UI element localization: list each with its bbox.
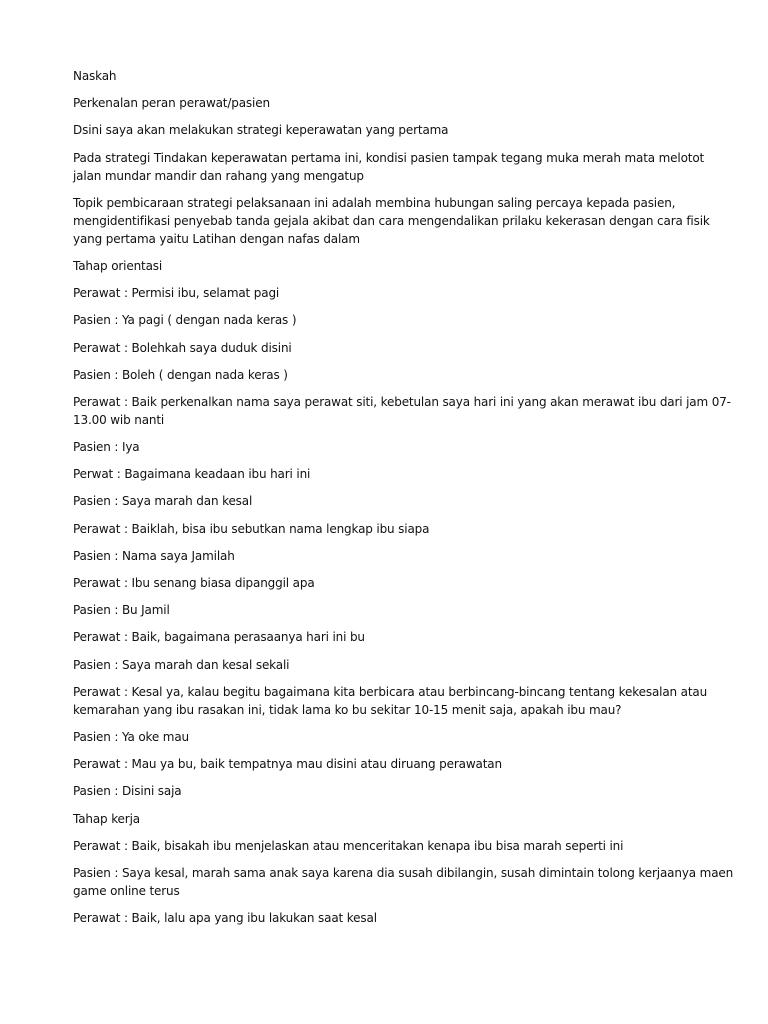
paragraph-line: Pasien : Ya pagi ( dengan nada keras ): [73, 313, 297, 328]
paragraph-line: Pasien : Nama saya Jamilah: [73, 548, 235, 563]
paragraph-line: mengidentifikasi penyebab tanda gejala akibat dan cara mengendalikan prilaku kekerasan dengan cara fisik: [73, 213, 710, 228]
paragraph-line: yang pertama yaitu Latihan dengan nafas dalam: [73, 231, 360, 246]
document-paragraph: [73, 465, 723, 483]
paragraph-line: Pasien : Saya kesal, marah sama anak saya karena dia susah dibilangin, susah dimintain tolong kerjaanya maen: [73, 865, 734, 880]
document-paragraph: [73, 520, 723, 538]
document-paragraph: [73, 728, 723, 746]
document-paragraph: [73, 149, 723, 185]
paragraph-line: Pada strategi Tindakan keperawatan pertama ini, kondisi pasien tampak tegang muka merah mata melotot: [73, 150, 705, 165]
paragraph-line: Topik pembicaraan strategi pelaksanaan ini adalah membina hubungan saling percaya kepada pasien,: [73, 195, 676, 210]
paragraph-line: game online terus: [73, 883, 180, 898]
document-paragraph: [73, 121, 723, 139]
document-paragraph: [73, 311, 723, 329]
paragraph-line: Tahap kerja: [73, 811, 140, 826]
paragraph-line: Pasien : Boleh ( dengan nada keras ): [73, 367, 288, 382]
paragraph-line: Pasien : Saya marah dan kesal: [73, 494, 253, 509]
paragraph-line: Perawat : Ibu senang biasa dipanggil apa: [73, 576, 315, 590]
document-paragraph: [73, 810, 723, 828]
paragraph-line: Perawat : Baiklah, bisa ibu sebutkan nama lengkap ibu siapa: [73, 521, 430, 536]
paragraph-line: Dsini saya akan melakukan strategi keperawatan yang pertama: [73, 123, 449, 138]
paragraph-line: Perkenalan peran perawat/pasien: [73, 96, 270, 111]
paragraph-line: Naskah: [73, 69, 117, 83]
document-paragraph: [73, 438, 723, 456]
document-paragraph: [73, 837, 723, 855]
document-paragraph: [73, 864, 734, 900]
document-paragraph: [73, 94, 723, 112]
paragraph-line: Perawat : Bolehkah saya duduk disini: [73, 340, 292, 355]
document-paragraph: [73, 628, 723, 646]
document-paragraph: [73, 194, 723, 248]
paragraph-line: Perawat : Baik, bagaimana perasaanya hari ini bu: [73, 630, 365, 645]
document-paragraph: [73, 67, 723, 85]
paragraph-line: Perawat : Permisi ibu, selamat pagi: [73, 286, 280, 301]
document-paragraph: [73, 547, 723, 565]
paragraph-line: Pasien : Disini saja: [73, 784, 182, 799]
document-paragraph: [73, 601, 723, 619]
document-paragraph: [73, 782, 723, 800]
paragraph-line: Pasien : Bu Jamil: [73, 603, 170, 618]
paragraph-line: 13.00 wib nanti: [73, 412, 165, 427]
paragraph-line: Perawat : Baik, lalu apa yang ibu lakukan saat kesal: [73, 911, 377, 926]
document-paragraph: [73, 656, 723, 674]
paragraph-line: jalan mundar mandir dan rahang yang mengatup: [73, 168, 364, 183]
paragraph-line: Perawat : Kesal ya, kalau begitu bagaimana kita berbicara atau berbincang-bincang tentang kekesalan atau: [73, 684, 708, 699]
document-paragraph: [73, 284, 723, 302]
paragraph-line: kemarahan yang ibu rasakan ini, tidak lama ko bu sekitar 10-15 menit saja, apakah ibu mau?: [73, 702, 622, 717]
document-paragraph: [73, 393, 731, 429]
paragraph-line: Perawat : Baik perkenalkan nama saya perawat siti, kebetulan saya hari ini yang akan merawat ibu dari jam 07-: [73, 394, 731, 409]
paragraph-line: Perwat : Bagaimana keadaan ibu hari ini: [73, 467, 311, 482]
document-paragraph: [73, 574, 723, 592]
paragraph-line: Perawat : Baik, bisakah ibu menjelaskan atau menceritakan kenapa ibu bisa marah seperti ini: [73, 838, 624, 853]
document-paragraph: [73, 257, 723, 275]
document-paragraph: [73, 755, 723, 773]
paragraph-line: Pasien : Saya marah dan kesal sekali: [73, 657, 290, 672]
paragraph-line: Pasien : Ya oke mau: [73, 729, 190, 744]
paragraph-line: Tahap orientasi: [73, 258, 163, 273]
document-paragraph: [73, 909, 723, 927]
document-paragraph: [73, 366, 723, 384]
paragraph-line: Perawat : Mau ya bu, baik tempatnya mau disini atau diruang perawatan: [73, 757, 502, 772]
document-paragraph: [73, 683, 723, 719]
document-paragraph: [73, 492, 723, 510]
paragraph-line: Pasien : Iya: [73, 440, 140, 455]
document-paragraph: [73, 339, 723, 357]
document-page: [73, 67, 734, 936]
